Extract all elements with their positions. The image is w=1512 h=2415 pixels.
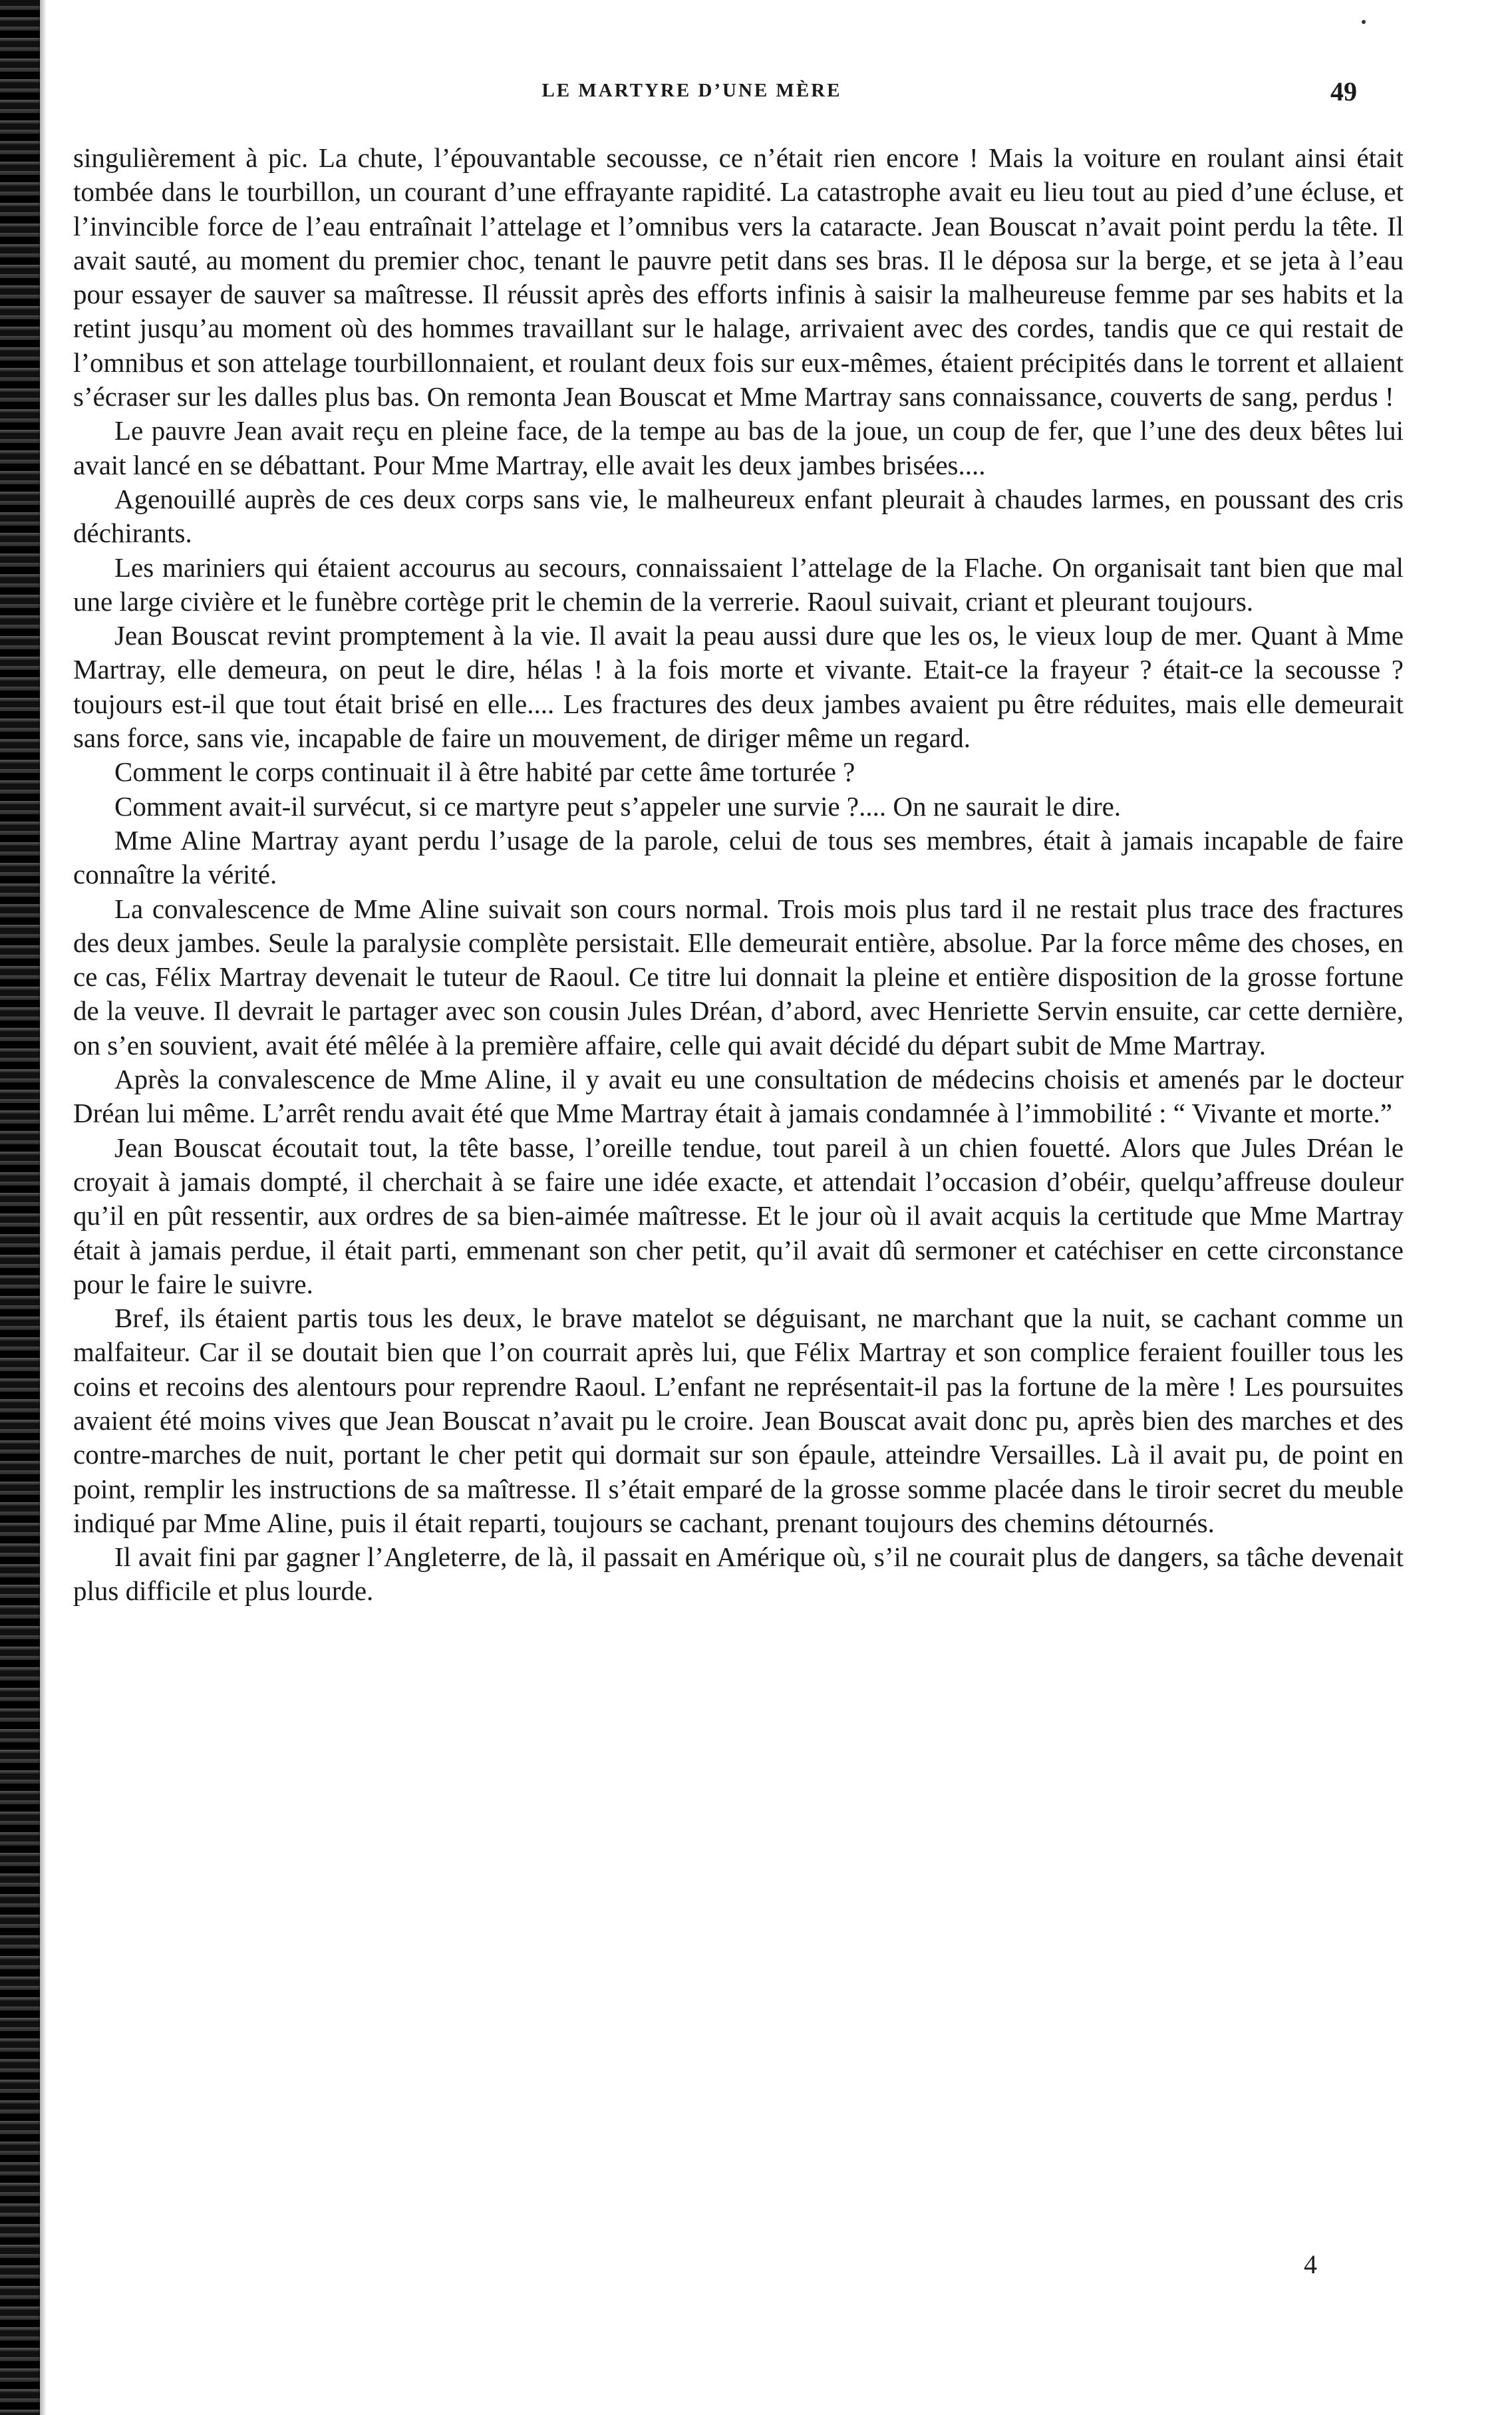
page-number: 49 <box>1330 77 1357 106</box>
signature-mark: 4 <box>1304 2249 1317 2279</box>
paragraph: Il avait fini par gagner l’Angleterre, de là, il passait en Amérique où, s’il ne courait plus de dangers, sa tâche devenait plus difficile et plus lourde. <box>73 1541 1404 1607</box>
running-title: LE MARTYRE D’UNE MÈRE <box>541 80 842 101</box>
body-text <box>73 141 1404 1609</box>
paragraph: Comment avait-il survécut, si ce martyre peut s’appeler une survie ?.... On ne saurait le dire. <box>114 790 1122 822</box>
paragraph: Le pauvre Jean avait reçu en pleine face, de la tempe au bas de la joue, un coup de fer, que l’une des deux bêtes lui avait lancé en se débattant. Pour Mme Martray, elle avait les deux jambes brisées.... <box>73 415 1404 480</box>
paragraph: La convalescence de Mme Aline suivait son cours normal. Trois mois plus tard il ne restait plus trace des fractures des deux jambes. Seule la paralysie complète persistait. Elle demeurait entière, absolue. Par la force même des choses, en ce cas, Félix Martray devenait le tuteur de Raoul. Ce titre lui donnait la pleine et entière disposition de la grosse fortune de la veuve. Il devrait le partager avec son cousin Jules Dréan, d’abord, avec Henriette Servin ensuite, car cette dernière, on s’en souvient, avait été mêlée à la première affaire, celle qui avait décidé du départ subit de Mme Martray. <box>73 893 1404 1060</box>
paragraph: Comment le corps continuait il à être habité par cette âme torturée ? <box>114 756 855 788</box>
paragraph: Agenouillé auprès de ces deux corps sans vie, le malheureux enfant pleurait à chaudes larmes, en poussant des cris déchirants. <box>73 483 1404 549</box>
paragraph: Mme Aline Martray ayant perdu l’usage de la parole, celui de tous ses membres, était à jamais incapable de faire connaître la vérité. <box>73 824 1404 890</box>
paragraph: singulièrement à pic. La chute, l’épouvantable secousse, ce n’était rien encore ! Mais la voiture en roulant ainsi était tombée dans le tourbillon, un courant d’une effrayante rapidité. La catastrophe avait eu lieu tout au pied d’une écluse, et l’invincible force de l’eau entraînait l’attelage et l’omnibus vers la cataracte. Jean Bouscat n’avait point perdu la tête. Il avait sauté, au moment du premier choc, tenant le pauvre petit dans ses bras. Il le déposa sur la berge, et se jeta à l’eau pour essayer de sauver sa maîtresse. Il réussit après des efforts infinis à saisir la malheureuse femme par ses habits et la retint jusqu’au moment où des hommes travaillant sur le halage, arrivaient avec des cordes, tandis que ce qui restait de l’omnibus et son attelage tourbillonnaient, et roulant deux fois sur eux-mêmes, étaient précipités dans le torrent et allaient s’écraser sur les dalles plus bas. On remonta Jean Bouscat et Mme Martray sans connaissance, couverts de sang, perdus ! <box>73 142 1404 412</box>
book-page <box>73 0 1430 2415</box>
scanned-binding-edge <box>0 0 40 2415</box>
paragraph: Après la convalescence de Mme Aline, il y avait eu une consultation de médecins choisis et amenés par le docteur Dréan lui même. L’arrêt rendu avait été que Mme Martray était à jamais condamnée à l’immobilité : “ Vivante et morte.” <box>73 1064 1404 1129</box>
running-head <box>73 77 1430 113</box>
paragraph: Les mariniers qui étaient accourus au secours, connaissaient l’attelage de la Flache. On organisait tant bien que mal une large civière et le funèbre cortège prit le chemin de la verrerie. Raoul suivait, criant et pleurant toujours. <box>73 552 1404 617</box>
paragraph: Bref, ils étaient partis tous les deux, le brave matelot se déguisant, ne marchant que la nuit, se cachant comme un malfaiteur. Car il se doutait bien que l’on courrait après lui, que Félix Martray et son complice feraient fouiller tous les coins et recoins des alentours pour reprendre Raoul. L’enfant ne représentait-il pas la fortune de la mère ! Les poursuites avaient été moins vives que Jean Bouscat n’avait pu le croire. Jean Bouscat avait donc pu, après bien des marches et des contre-marches de nuit, portant le cher petit qui dormait sur son épaule, atteindre Versailles. Là il avait pu, de point en point, remplir les instructions de sa maîtresse. Il s’était emparé de la grosse somme placée dans le tiroir secret du meuble indiqué par Mme Aline, puis il était reparti, toujours se cachant, prenant toujours des chemins détournés. <box>73 1303 1404 1538</box>
paragraph: Jean Bouscat revint promptement à la vie. Il avait la peau aussi dure que les os, le vieux loup de mer. Quant à Mme Martray, elle demeura, on peut le dire, hélas ! à la fois morte et vivante. Etait-ce la frayeur ? était-ce la secousse ? toujours est-il que tout était brisé en elle.... Les fractures des deux jambes avaient pu être réduites, mais elle demeurait sans force, sans vie, incapable de faire un mouvement, de diriger même un regard. <box>73 620 1404 754</box>
paragraph: Jean Bouscat écoutait tout, la tête basse, l’oreille tendue, tout pareil à un chien fouetté. Alors que Jules Dréan le croyait à jamais dompté, il cherchait à se faire une idée exacte, et attendait l’occasion d’obéir, quelqu’affreuse douleur qu’il en pût ressentir, aux ordres de sa bien-aimée maîtresse. Et le jour où il avait acquis la certitude que Mme Martray était à jamais perdue, il était parti, emmenant son cher petit, qu’il avait dû sermoner et catéchiser en cette circonstance pour le faire le suivre. <box>73 1132 1404 1299</box>
